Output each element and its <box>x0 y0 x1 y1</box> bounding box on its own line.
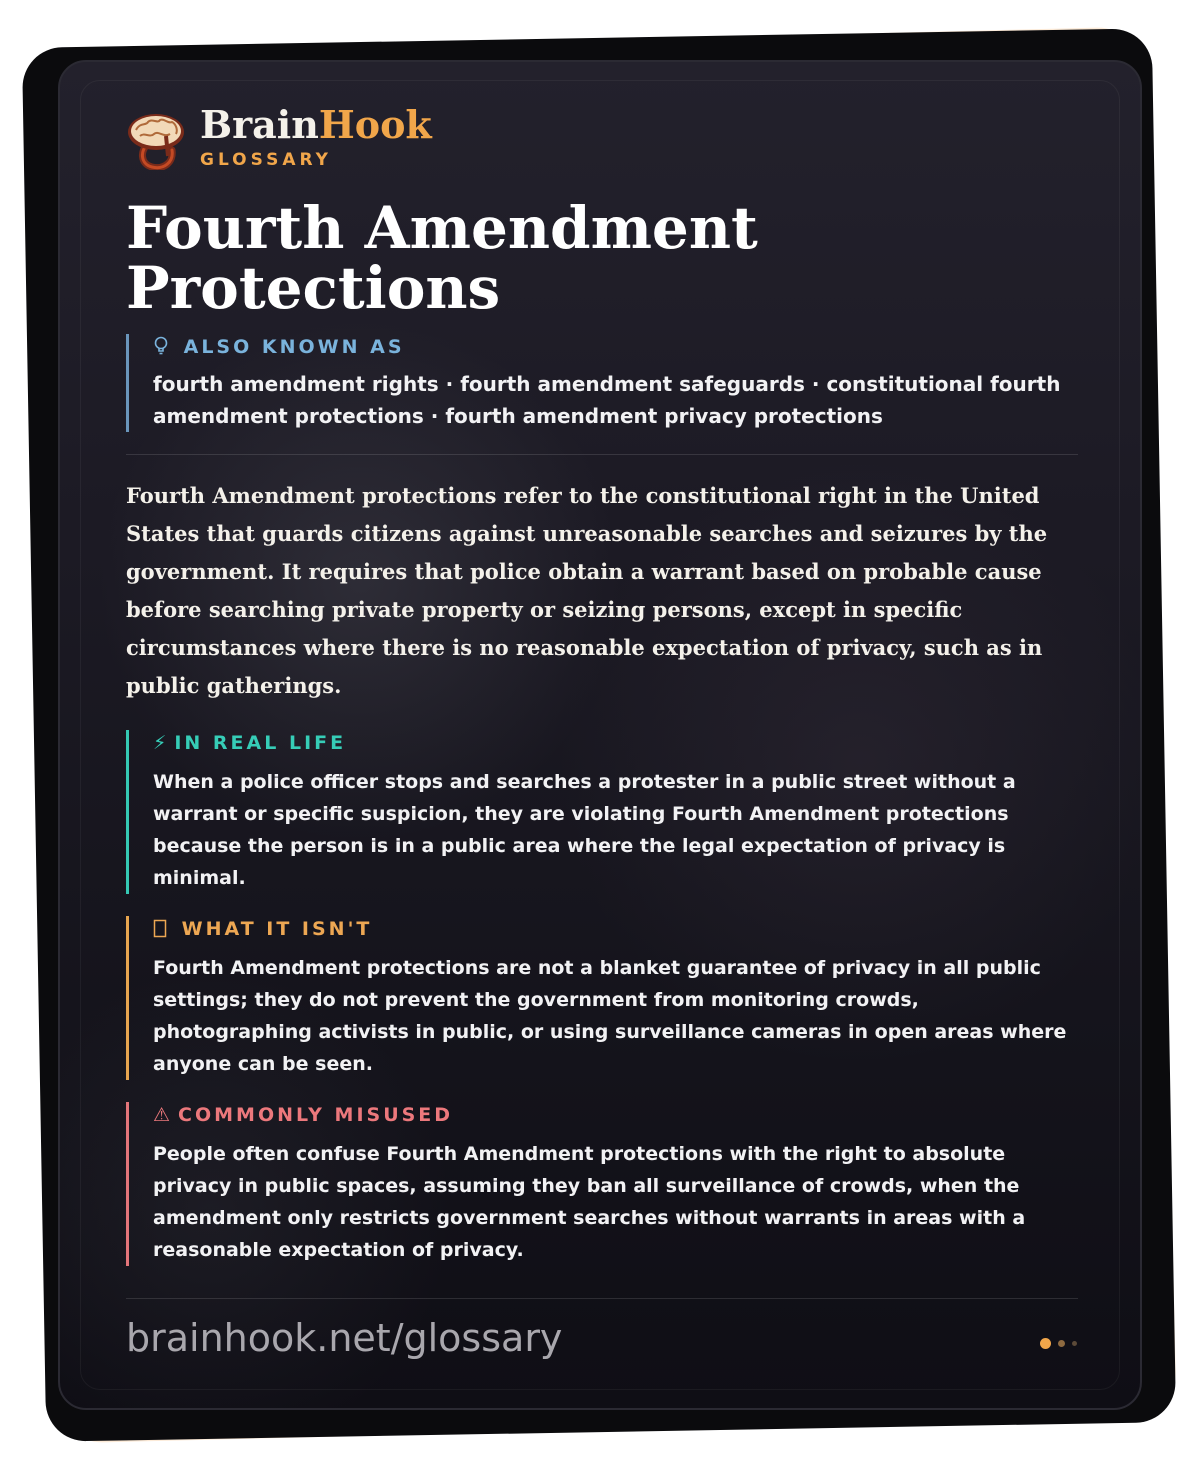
also-known-as-heading-text: ALSO KNOWN AS <box>183 336 405 358</box>
divider-bottom <box>126 1298 1078 1299</box>
glossary-card <box>58 60 1142 1410</box>
also-known-as-text: fourth amendment rights · fourth amendment safeguards · constitutional fourth amendment protections · fourth amendment privacy protections <box>153 372 1061 428</box>
dot-3 <box>1072 1341 1077 1346</box>
definition-text: Fourth Amendment protections refer to the constitutional right in the United States that guards citizens against unreasonable searches and seizures by the government. It requires that police obtain a warrant based on probable cause before searching private property or seizing persons, except in specific circumstances where there is no reasonable expectation of privacy, such as in public gatherings. <box>126 483 1048 698</box>
brand-name-part1: Brain <box>200 102 319 147</box>
brand-subtitle: GLOSSARY <box>200 150 332 170</box>
dot-2 <box>1058 1340 1065 1347</box>
lightbulb-icon <box>153 336 176 358</box>
commonly-misused-heading-text: COMMONLY MISUSED <box>178 1104 454 1126</box>
brain-hook-logo-icon <box>126 110 186 170</box>
brand-name <box>200 102 432 147</box>
footer-url-link[interactable]: brainhook.net/glossary <box>126 1316 563 1360</box>
in-real-life-heading-text: IN REAL LIFE <box>174 732 347 754</box>
term-title: Fourth Amendment Protections <box>126 194 758 322</box>
dot-active <box>1040 1338 1051 1349</box>
brand-name-part2: Hook <box>318 102 432 147</box>
what-it-isnt-heading-text: WHAT IT ISN'T <box>181 918 373 940</box>
in-real-life-text: When a police officer stops and searches a protester in a public street without a warrant or specific suspicion, they are violating Fourth Amendment protections because the person is in a public area where the legal expectation of privacy is minimal. <box>153 771 1016 889</box>
what-it-isnt-section <box>126 916 1072 1080</box>
in-real-life-heading <box>153 730 1072 756</box>
commonly-misused-heading <box>153 1102 1072 1128</box>
divider-top <box>126 454 1078 455</box>
commonly-misused-section <box>126 1102 1072 1266</box>
commonly-misused-text: People often confuse Fourth Amendment protections with the right to absolute privacy in public spaces, assuming they ban all surveillance of crowds, when the amendment only restricts government searches without warrants in areas with a reasonable expectation of privacy. <box>153 1143 1026 1261</box>
prohibited-icon <box>153 918 174 940</box>
warning-icon: ⚠ <box>153 1104 171 1126</box>
in-real-life-section <box>126 730 1072 894</box>
also-known-as-section <box>126 334 1072 432</box>
also-known-as-heading <box>153 334 1072 360</box>
lightning-icon: ⚡ <box>153 732 167 754</box>
what-it-isnt-text: Fourth Amendment protections are not a blanket guarantee of privacy in all public settings; they do not prevent the government from monitoring crowds, photographing activists in public, or using surveillance cameras in open areas where anyone can be seen. <box>153 957 1067 1075</box>
what-it-isnt-heading <box>153 916 1072 942</box>
